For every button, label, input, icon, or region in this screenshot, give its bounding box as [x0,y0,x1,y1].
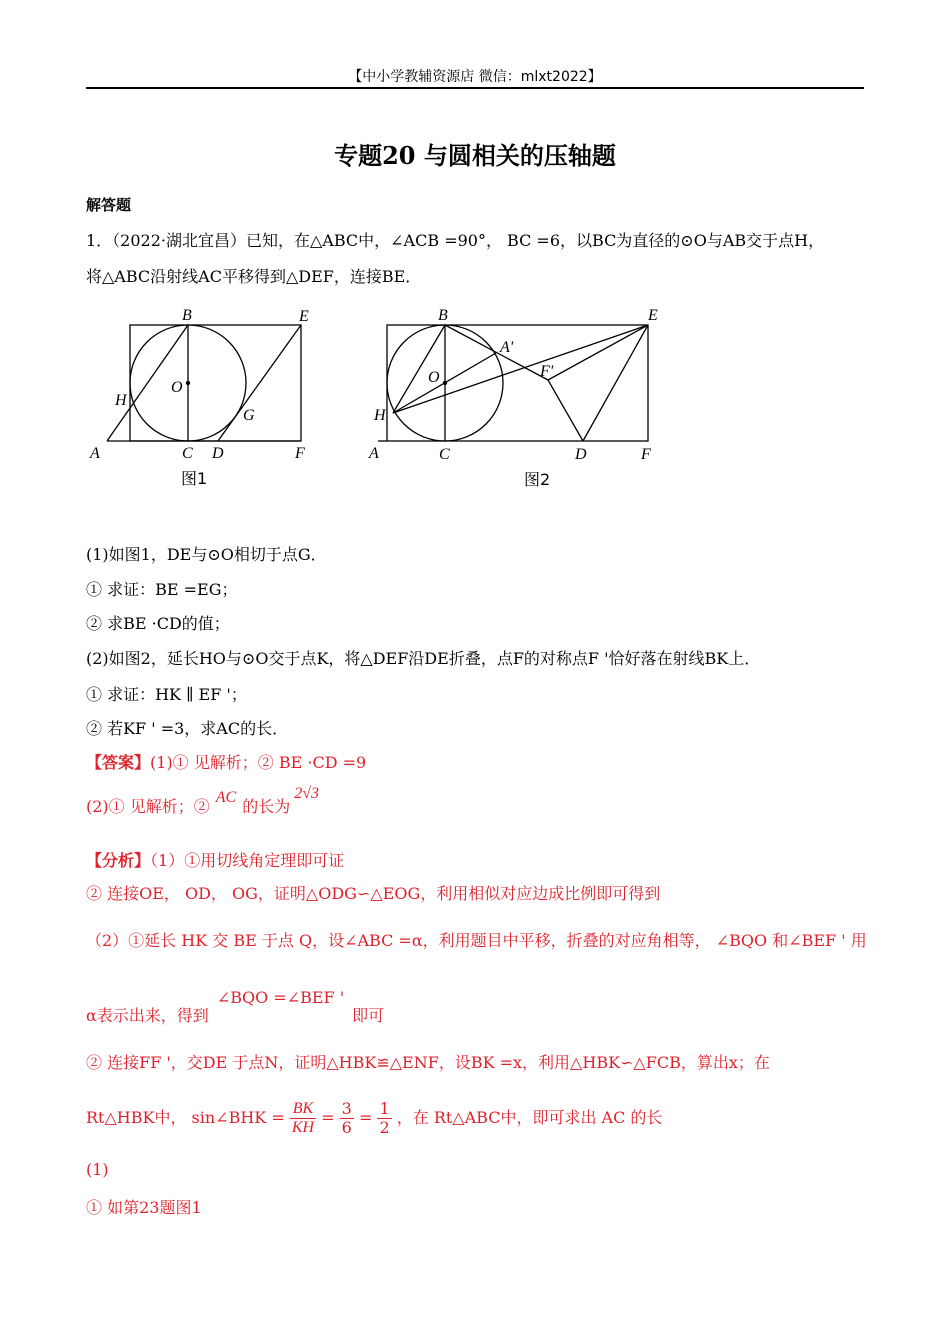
fig1-label-b: B [182,307,192,324]
analysis-label: 【分析】 [86,851,151,870]
analysis-line-2: ② 连接OE， OD， OG，证明△ODG∽△EOG，利用相似对应边成比例即可得到 [86,884,661,903]
fig2-caption: 图2 [524,470,551,489]
question-1b: ② 求BE ·CD的值； [86,614,230,633]
fig2-label-a: A [369,445,379,462]
problem-line-2: 将△ABC沿射线AC平移得到△DEF，连接BE． [86,267,422,286]
fig2-rect [387,325,648,441]
header-divider [86,87,864,89]
fig1-caption: 图1 [181,469,208,488]
fig2-label-e: E [648,307,658,324]
fig2-label-f: F [641,446,651,463]
answer-label: 【答案】 [86,753,151,772]
figure-1 [107,325,301,441]
analysis-line-1: 【分析】（1）①用切线角定理即可证 [86,851,345,870]
question-2b: ② 若KF ' =3，求AC的长． [86,719,289,738]
fig1-label-g: G [243,407,255,424]
fig2-label-b: B [438,307,448,324]
fig1-label-e: E [299,308,309,325]
answer-line-1: 【答案】(1)① 见解析；② BE ·CD =9 [86,753,367,772]
solution-line-2: ① 如第23题图1 [86,1198,202,1217]
analysis-line-3: （2）①延长 HK 交 BE 于点 Q，设∠ABC =α，利用题目中平移，折叠的对应角相等， ∠BQO 和∠BEF ' 用 [86,931,867,950]
fraction-bk-kh: $\frac{BK}{KH}$ [291,1100,315,1136]
question-1a: ① 求证：BE =EG； [86,580,238,599]
section-heading: 解答题 [86,196,132,214]
problem-line-1: 1．（2022·湖北宜昌）已知，在△ABC中，∠ACB =90°， BC =6，以BC为直径的⊙O与AB交于点H， [86,231,825,250]
fig2-label-a1: A' [500,339,514,356]
fig1-label-f: F [295,445,305,462]
fraction-1-2: $\frac{1}{2}$ [379,1099,390,1137]
page-header: 【中小学教辅资源店 微信：mlxt2022】 [348,69,602,85]
analysis-line-4: α表示出来，得到∠BQO =∠BEF '即可 [86,988,385,1025]
question-2a: ① 求证：HK ∥ EF '； [86,685,247,704]
fig1-label-o: O [171,379,183,396]
question-1: (1)如图1，DE与⊙O相切于点G． [86,545,327,564]
fraction-3-6: $\frac{3}{6}$ [341,1099,352,1137]
geometry-figures [88,300,688,495]
fig2-line-f1d [548,380,583,441]
fig2-label-h: H [374,407,386,424]
fig1-label-c: C [182,445,193,462]
fig1-line-de [218,325,301,441]
analysis-line-6: Rt△HBK中， sin∠BHK = $\frac{BK}{KH}$ = $\frac{3}{6}$ = $\frac{1}{2}$ ，在 Rt△ABC中，即可求出 AC 的长 [86,1099,663,1137]
fig2-label-c: C [439,446,450,463]
answer-line-2: (2)① 见解析；② AC 的长为2√3 [86,785,320,816]
page-title: 专题20 与圆相关的压轴题 [334,141,616,170]
solution-line-1: (1) [86,1160,109,1179]
fig1-label-h: H [115,392,127,409]
fig1-center-dot [186,381,190,385]
fig1-rect [130,325,301,441]
fig2-center-dot [443,381,447,385]
analysis-line-5: ② 连接FF '，交DE 于点N，证明△HBK≌△ENF，设BK =x，利用△HBK∽△FCB，算出x；在 [86,1053,770,1072]
fig2-label-o: O [428,369,440,386]
fig1-label-a: A [90,445,100,462]
fig2-label-f1: F' [540,363,554,380]
question-2: (2)如图2，延长HO与⊙O交于点K，将△DEF沿DE折叠，点F的对称点F '恰好落在射线BK上． [86,649,761,668]
fig1-label-d: D [212,445,224,462]
fig2-label-d: D [575,446,587,463]
fig2-line-bf1 [445,325,548,380]
